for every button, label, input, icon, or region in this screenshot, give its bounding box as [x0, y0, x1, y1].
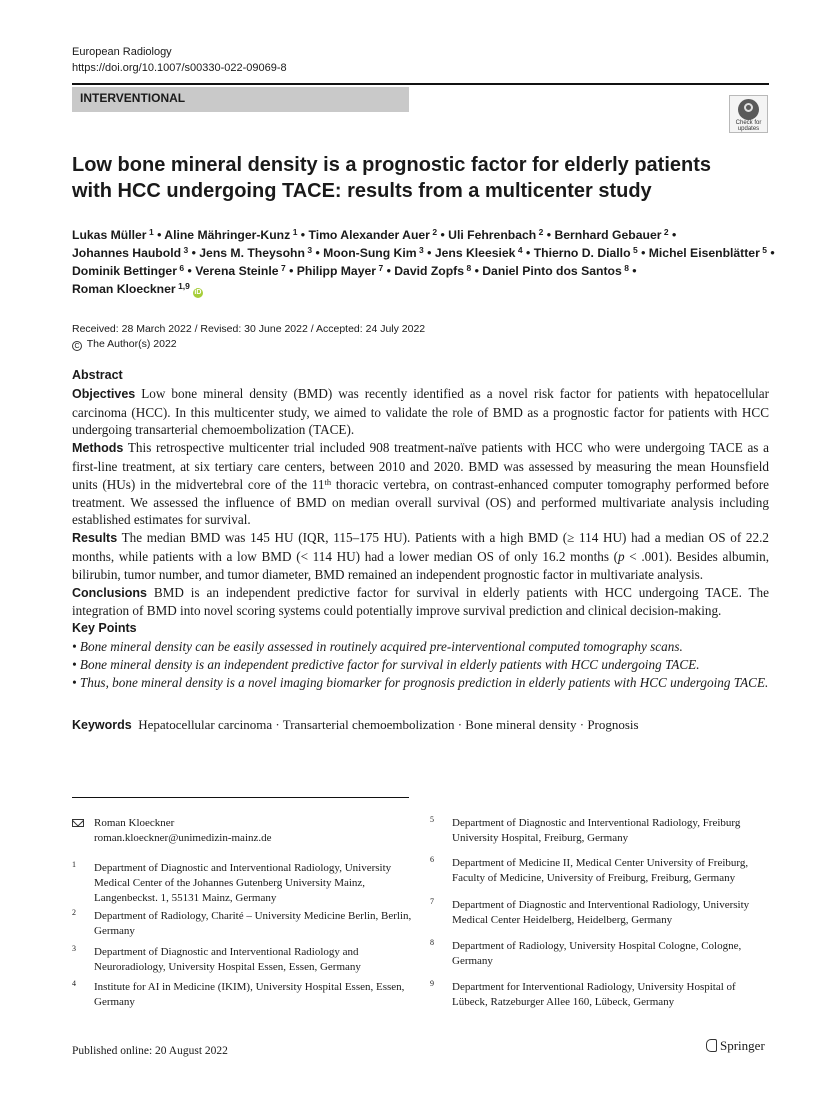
author-name[interactable]: Roman Kloeckner $^{1,9}$ [72, 281, 190, 296]
correspondence-email[interactable]: roman.kloeckner@unimedizin-mainz.de [94, 832, 272, 844]
author-name[interactable]: Daniel Pinto dos Santos $^8$ [482, 263, 629, 278]
keywords-label: Keywords [72, 718, 132, 732]
author-name[interactable]: Lukas Müller $^1$ [72, 227, 154, 242]
author-name[interactable]: Dominik Bettinger $^6$ [72, 263, 185, 278]
envelope-icon [72, 819, 84, 827]
author-line [72, 280, 772, 298]
doi-link[interactable]: https://doi.org/10.1007/s00330-022-09069-8 [72, 62, 287, 74]
abstract-objectives: Objectives Low bone mineral density (BMD) was recently identified as a novel risk factor for patients with hepatocellular carcinoma (HCC). In this multicenter study, we aimed to validate the role of BMD as a prognostic factor for patients with HCC undergoing transarterial chemoembolization (TACE). [72, 385, 770, 438]
author-name[interactable]: Verena Steinle $^7$ [195, 263, 286, 278]
abstract-results: Results The median BMD was 145 HU (IQR, 115–175 HU). Patients with a high BMD (≥ 114 HU) had a median OS of 22.2 months, while patients with a low BMD (< 114 HU) had a lower median OS of only 16.2 months (p < .001). Besides albumin, bilirubin, tumor number, and tumor diameter, BMD remained an independent prognostic factor in multivariate analysis. [72, 530, 769, 582]
copyright-line [72, 337, 425, 352]
section-bar [72, 87, 409, 112]
key-point: • Thus, bone mineral density is a novel imaging biomarker for prognosis prediction in elderly patients with HCC undergoing TACE. [72, 674, 769, 690]
author-line: Dominik Bettinger $^6$ • Verena Steinle $^7$ • Philipp Mayer $^7$ • David Zopfs $^8$ • Daniel Pinto dos Santos $^8$ • [72, 263, 637, 278]
correspondence [72, 816, 412, 848]
author-name[interactable]: Thierno D. Diallo $^5$ [533, 245, 638, 260]
copyright-text: The Author(s) 2022 [86, 338, 177, 350]
key-point: • Bone mineral density is an independent predictive factor for survival in elderly patients with HCC undergoing TACE. [72, 656, 700, 672]
journal-name: European Radiology [72, 46, 172, 58]
check-updates-label: Check for updates [735, 120, 762, 132]
author-name[interactable]: Jens Kleesiek $^4$ [434, 245, 523, 260]
author-name[interactable]: Moon-Sung Kim $^3$ [323, 245, 424, 260]
section-label: INTERVENTIONAL [80, 91, 186, 105]
copyright-icon: C [72, 341, 82, 351]
author-line: Lukas Müller $^1$ • Aline Mähringer-Kunz $^1$ • Timo Alexander Auer $^2$ • Uli Fehrenbach $^2$ • Bernhard Gebauer $^2$ • [72, 227, 677, 242]
abstract [72, 367, 769, 691]
keywords-list: Hepatocellular carcinoma · Transarterial chemoembolization · Bone mineral density · Prognosis [138, 717, 639, 732]
article-title [72, 152, 769, 204]
author-name[interactable]: Timo Alexander Auer $^2$ [308, 227, 438, 242]
correspondence-name: Roman Kloeckner [94, 817, 175, 829]
article-dates [72, 322, 425, 352]
title-line: Low bone mineral density is a prognostic factor for elderly patients [72, 154, 712, 176]
abstract-conclusions: Conclusions BMD is an independent predictive factor for survival in elderly patients with HCC undergoing TACE. The integration of BMD into novel scoring systems could potentially improve survival prediction and clinical decision-making. [72, 584, 770, 619]
author-name[interactable]: Philipp Mayer $^7$ [296, 263, 384, 278]
author-name[interactable]: Bernhard Gebauer $^2$ [554, 227, 669, 242]
header-rule [72, 83, 769, 85]
check-for-updates-badge[interactable] [729, 95, 768, 133]
orcid-icon[interactable]: iD [194, 289, 202, 296]
author-list [72, 226, 775, 298]
springer-logo [706, 1038, 765, 1054]
check-updates-icon [738, 99, 759, 120]
title-line: with HCC undergoing TACE: results from a multicenter study [72, 180, 652, 202]
key-points-heading: Key Points [72, 621, 137, 636]
published-date: Published online: 20 August 2022 [72, 1045, 228, 1057]
author-name[interactable]: Uli Fehrenbach $^2$ [448, 227, 544, 242]
author-name[interactable]: David Zopfs $^8$ [394, 263, 472, 278]
journal-header [72, 44, 287, 76]
springer-horse-icon [706, 1039, 717, 1052]
abstract-heading: Abstract [72, 368, 123, 382]
history-dates: Received: 28 March 2022 / Revised: 30 June 2022 / Accepted: 24 July 2022 [72, 323, 426, 335]
author-name[interactable]: Jens M. Theysohn $^3$ [199, 245, 313, 260]
author-name[interactable]: Michel Eisenblätter $^5$ [648, 245, 768, 260]
abstract-methods: Methods This retrospective multicenter trial included 908 treatment-naïve patients with HCC who were undergoing TACE as a first-line treatment, at six tertiary care centers, between 2010 and 2020. BMD was assessed by measuring the mean Hounsfield units (HUs) in the midvertebral core of the 11th thoracic vertebra, on contrast-enhanced computer tomography performed before treatment. We assessed the influence of BMD on median overall survival (OS) and performed multivariate analysis including established estimates for survival. [72, 440, 770, 528]
keywords [72, 716, 769, 734]
author-line: Johannes Haubold $^3$ • Jens M. Theysohn $^3$ • Moon-Sung Kim $^3$ • Jens Kleesiek $^4$ • Thierno D. Diallo $^5$ • Michel Eisenblätter $^5$ • [72, 245, 775, 260]
key-point: • Bone mineral density can be easily assessed in routinely acquired pre-interventional computed tomography scans. [72, 638, 683, 654]
author-name[interactable]: Johannes Haubold $^3$ [72, 245, 189, 260]
author-name[interactable]: Aline Mähringer-Kunz $^1$ [164, 227, 298, 242]
footnote-rule [72, 797, 409, 798]
publisher-name: Springer [720, 1038, 765, 1053]
